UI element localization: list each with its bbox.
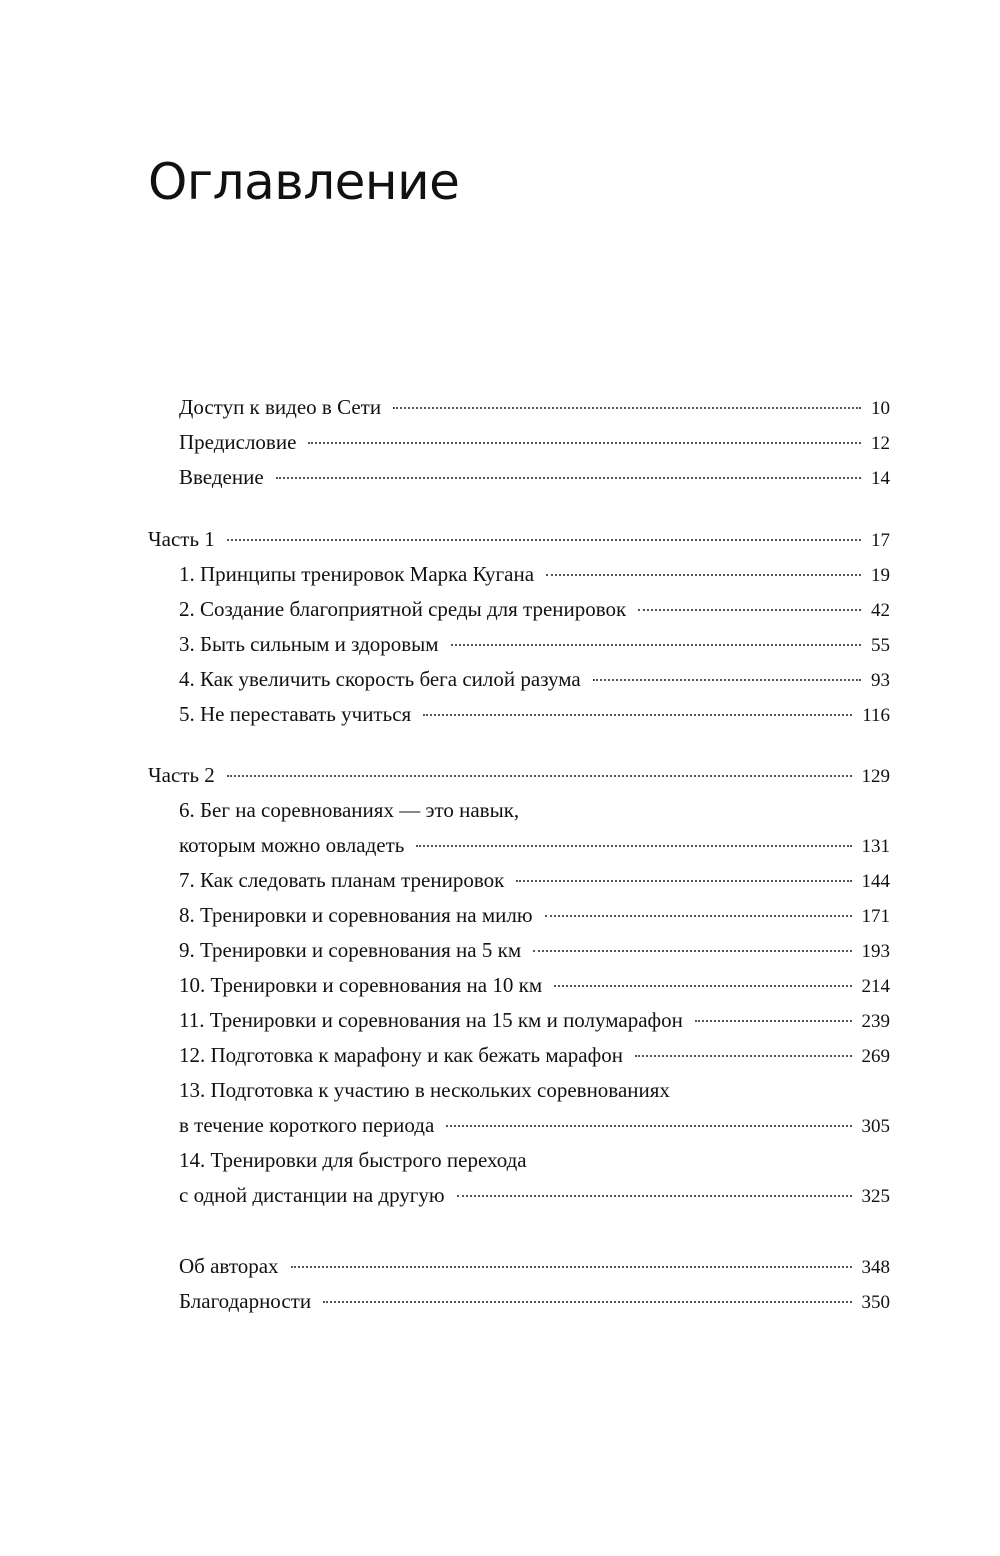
toc-entry-page: 193	[861, 941, 890, 962]
dot-leader	[323, 1300, 851, 1303]
toc-chapter-1[interactable]	[179, 557, 890, 592]
toc-entry-page: 171	[861, 906, 890, 927]
toc-chapter-13[interactable]	[179, 1108, 890, 1143]
toc-entry-about-authors[interactable]	[179, 1249, 890, 1284]
toc-part-page: 129	[861, 766, 890, 787]
toc-entry-page: 144	[861, 871, 890, 892]
toc-chapter-8[interactable]	[179, 898, 890, 933]
toc-part-title: Часть 2	[148, 763, 215, 787]
toc-entry-page: 55	[871, 635, 890, 656]
toc-chapter-9[interactable]	[179, 933, 890, 968]
dot-leader	[393, 406, 861, 409]
toc-entry-introduction[interactable]	[179, 460, 890, 495]
toc-entry-title: 11. Тренировки и соревнования на 15 км и полумарафон	[179, 1008, 683, 1032]
dot-leader	[451, 643, 861, 646]
toc-entry-title: 10. Тренировки и соревнования на 10 км	[179, 973, 543, 997]
toc-entry-title: в течение короткого периода	[179, 1113, 435, 1137]
dot-leader	[516, 879, 851, 882]
toc-entry-title: 5. Не переставать учиться	[179, 702, 412, 726]
dot-leader	[546, 573, 861, 576]
toc-chapter-6-line-1[interactable]: 6. Бег на соревнованиях — это навык,	[179, 798, 520, 822]
toc-entry-page: 93	[871, 670, 890, 691]
dot-leader	[457, 1194, 852, 1197]
toc-entry-title: Предисловие	[179, 430, 297, 454]
toc-entry-page: 12	[871, 433, 890, 454]
toc-chapter-3[interactable]	[179, 627, 890, 662]
toc-entry-page: 131	[861, 836, 890, 857]
toc-entry-title: Введение	[179, 465, 264, 489]
toc-entry-page: 305	[861, 1116, 890, 1137]
toc-part-2[interactable]	[148, 758, 890, 793]
toc-entry-page: 19	[871, 565, 890, 586]
toc-part-1[interactable]	[148, 522, 890, 557]
dot-leader	[227, 538, 861, 541]
toc-chapter-11[interactable]	[179, 1003, 890, 1038]
toc-entry-page: 14	[871, 468, 890, 489]
toc-chapter-10[interactable]	[179, 968, 890, 1003]
dot-leader	[695, 1019, 852, 1022]
toc-chapter-5[interactable]	[179, 697, 890, 732]
toc-part-page: 17	[871, 530, 890, 551]
toc-entry-page: 269	[861, 1046, 890, 1067]
toc-entry-page: 350	[861, 1292, 890, 1313]
toc-entry-title: 8. Тренировки и соревнования на милю	[179, 903, 533, 927]
toc-entry-page: 214	[861, 976, 890, 997]
toc-entry-page: 348	[861, 1257, 890, 1278]
toc-entry-video-access[interactable]	[179, 390, 890, 425]
dot-leader	[308, 441, 861, 444]
toc-entry-title: которым можно овладеть	[179, 833, 405, 857]
toc-entry-title: Доступ к видео в Сети	[179, 395, 382, 419]
toc-entry-page: 239	[861, 1011, 890, 1032]
dot-leader	[593, 678, 861, 681]
toc-entry-title: 12. Подготовка к марафону и как бежать марафон	[179, 1043, 623, 1067]
toc-chapter-14-line-1[interactable]: 14. Тренировки для быстрого перехода	[179, 1148, 527, 1172]
dot-leader	[638, 608, 861, 611]
toc-chapter-6[interactable]	[179, 828, 890, 863]
toc-chapter-13-line-1[interactable]: 13. Подготовка к участию в нескольких соревнованиях	[179, 1078, 670, 1102]
toc-entry-title: 4. Как увеличить скорость бега силой разума	[179, 667, 581, 691]
dot-leader	[227, 774, 852, 777]
toc-entry-page: 10	[871, 398, 890, 419]
toc-entry-title: Благодарности	[179, 1289, 312, 1313]
toc-part-title: Часть 1	[148, 527, 215, 551]
toc-entry-title: Об авторах	[179, 1254, 279, 1278]
toc-entry-title: 1. Принципы тренировок Марка Кугана	[179, 562, 535, 586]
dot-leader	[545, 914, 852, 917]
dot-leader	[416, 844, 851, 847]
toc-entry-page: 116	[862, 705, 890, 726]
toc-entry-title: 2. Создание благоприятной среды для тренировок	[179, 597, 627, 621]
toc-entry-title: с одной дистанции на другую	[179, 1183, 445, 1207]
dot-leader	[276, 476, 861, 479]
toc-entry-title: 9. Тренировки и соревнования на 5 км	[179, 938, 522, 962]
toc-entry-page: 325	[861, 1186, 890, 1207]
page-title: Оглавление	[148, 153, 460, 211]
toc-chapter-12[interactable]	[179, 1038, 890, 1073]
dot-leader	[291, 1265, 852, 1268]
dot-leader	[533, 949, 851, 952]
dot-leader	[423, 713, 852, 716]
toc-chapter-4[interactable]	[179, 662, 890, 697]
dot-leader	[554, 984, 851, 987]
dot-leader	[446, 1124, 851, 1127]
toc-entry-preface[interactable]	[179, 425, 890, 460]
toc-chapter-7[interactable]	[179, 863, 890, 898]
toc-entry-acknowledgements[interactable]	[179, 1284, 890, 1319]
toc-entry-title: 3. Быть сильным и здоровым	[179, 632, 439, 656]
toc-chapter-2[interactable]	[179, 592, 890, 627]
toc-entry-page: 42	[871, 600, 890, 621]
dot-leader	[635, 1054, 852, 1057]
toc-entry-title: 7. Как следовать планам тренировок	[179, 868, 505, 892]
toc-chapter-14[interactable]	[179, 1178, 890, 1213]
